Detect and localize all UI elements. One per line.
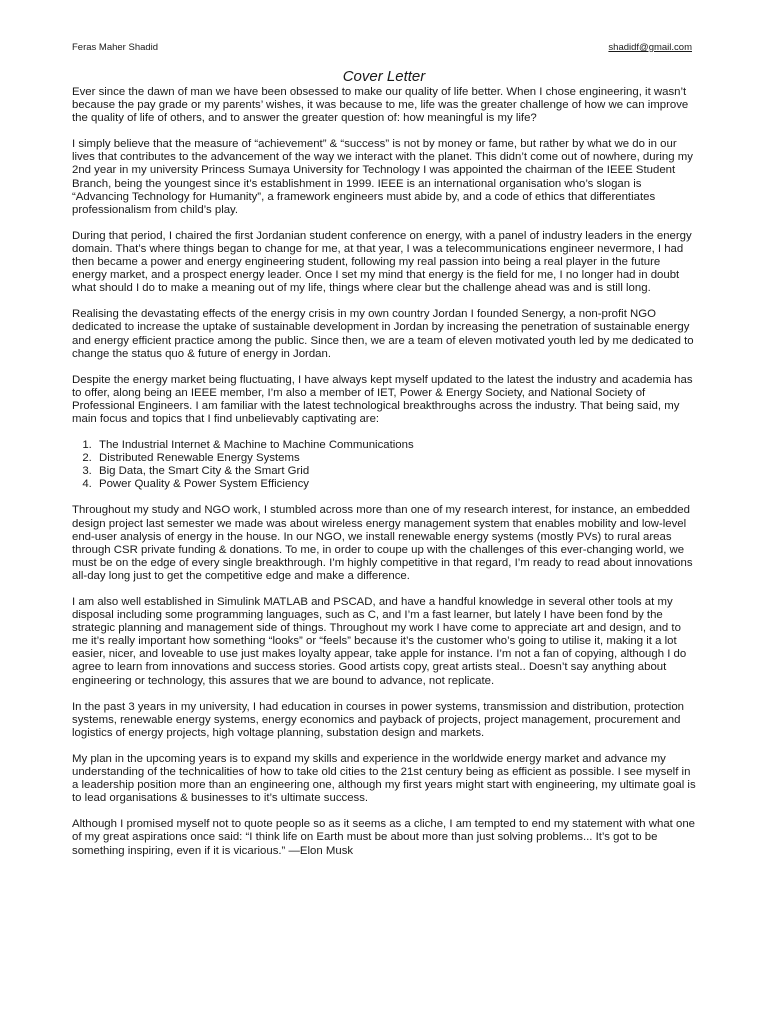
- paragraph-closing: Although I promised myself not to quote people so as it seems as a cliche, I am tempted to end my statement with what one of my great aspirations once said: “I think life on Earth must be about more than just solving problems... It’s got to be something inspiring, even if it is vicarious.” —Elon Musk: [72, 818, 696, 857]
- document-title: Cover Letter: [342, 68, 426, 85]
- author-name: Feras Maher Shadid: [72, 42, 159, 53]
- paragraph-research: Throughout my study and NGO work, I stumbled across more than one of my research interest, for instance, an embedded design project last semester we made was about wireless energy management system that enables mobility and low-level end-user analysis of energy in the house. In our NGO, we install renewable energy systems (mostly PVs) to rural areas through CSR private funding & donations. To me, in order to coupe up with the challenges of this ever-changing world, we must be on the edge of every single breakthrough. I’m highly competitive in that regard, I’m ready to read about innovations all-day long just to get the competitive edge and make a difference.: [72, 504, 693, 582]
- paragraph-achievement: I simply believe that the measure of “achievement” & “success” is not by money or fame, but rather by what we do in our lives that contributes to the advancement of the way we interact with the planet. This didn’t come out of nowhere, during my 2nd year in my university Princess Sumaya University for Technology I was appointed the chairman of the IEEE Student Branch, being the youngest since it’s establishment in 1999. IEEE is an international organisation who’s slogan is “Advancing Technology for Humanity”, a framework engineers must abide by, and a code of ethics that differentiates professionalism from child’s play.: [72, 138, 693, 216]
- paragraph-senergy: Realising the devastating effects of the energy crisis in my own country Jordan I founded Senergy, a non-profit NGO dedicated to increase the uptake of sustainable development in Jordan by increasing the penetration of sustainable energy and energy efficient practice among the public. Since then, we are a team of eleven motivated youth led by me dedicated to change the status quo & future of energy in Jordan.: [72, 308, 694, 360]
- focus-topics-list: [72, 439, 696, 491]
- letter-body: [72, 86, 696, 871]
- paragraph-intro: Ever since the dawn of man we have been obsessed to make our quality of life better. When I chose engineering, it wasn’t because the pay grade or my parents’ wishes, it was because to me, life was the greater challenge of how we can improve the quality of life of others, and to answer the greater question of: how meaningful is my life?: [72, 86, 689, 125]
- paragraph-education: In the past 3 years in my university, I had education in courses in power systems, transmission and distribution, protection systems, renewable energy systems, energy economics and payback of projects, project management, procurement and logistics of energy projects, high voltage planning, substation design and markets.: [72, 700, 685, 739]
- paragraph-conference: During that period, I chaired the first Jordanian student conference on energy, with a panel of industry leaders in the energy domain. That’s where things began to change for me, at that year, I was a telecommunications engineer nevermore, I had then became a power and energy engineering student, following my real passion into being a real player in the future energy market, and a prospect energy leader. Once I set my mind that energy is the field for me, I no longer had in doubt what should I do to make a meaning out of my life, things where clear but the challenge ahead was and is still long.: [72, 229, 692, 295]
- list-item: 1. The Industrial Internet & Machine to Machine Communications: [95, 439, 696, 452]
- page-header: [72, 42, 692, 56]
- list-item: 4. Power Quality & Power System Efficiency: [95, 478, 696, 491]
- email-link[interactable]: shadidf@gmail.com: [608, 42, 692, 53]
- paragraph-plan: My plan in the upcoming years is to expand my skills and experience in the worldwide energy market and advance my understanding of the technicalities of how to take old cities to the 21st century being as efficient as possible. I see myself in a leadership position more than an engineering one, although my first years might start with engineering, my ultimate goal is to lead organisations & businesses to it’s ultimate success.: [72, 752, 696, 805]
- paragraph-skills: I am also well established in Simulink MATLAB and PSCAD, and have a handful knowledge in several other tools at my disposal including some programming languages, such as C, and I’m a fast learner, but lately I have been fond by the strategic planning and management side of things. Throughout my work I have come to appreciate art and design, and to me it’s really important how something “looks” or “feels” because it’s the customer who’s going to utilise it, making it a lot easier, nicer, and loveable to use just makes loyalty appear, take apple for instance. I’m not a fan of copying, although I do agree to learn from innovations and success stories. Good artists copy, great artists steal.. Doesn’t say anything about engineering or technology, this assures that we are bound to advance, not replicate.: [72, 596, 687, 687]
- list-item: 3. Big Data, the Smart City & the Smart Grid: [95, 465, 696, 478]
- paragraph-industry: Despite the energy market being fluctuating, I have always kept myself updated to the latest the industry and academia has to offer, along being an IEEE member, I’m also a member of IET, Power & Energy Society, and National Society of Professional Engineers. I am familiar with the latest technological breakthroughs across the industry. That being said, my main focus and topics that I find unbelievably captivating are:: [72, 373, 693, 425]
- list-item: 2. Distributed Renewable Energy Systems: [95, 452, 696, 465]
